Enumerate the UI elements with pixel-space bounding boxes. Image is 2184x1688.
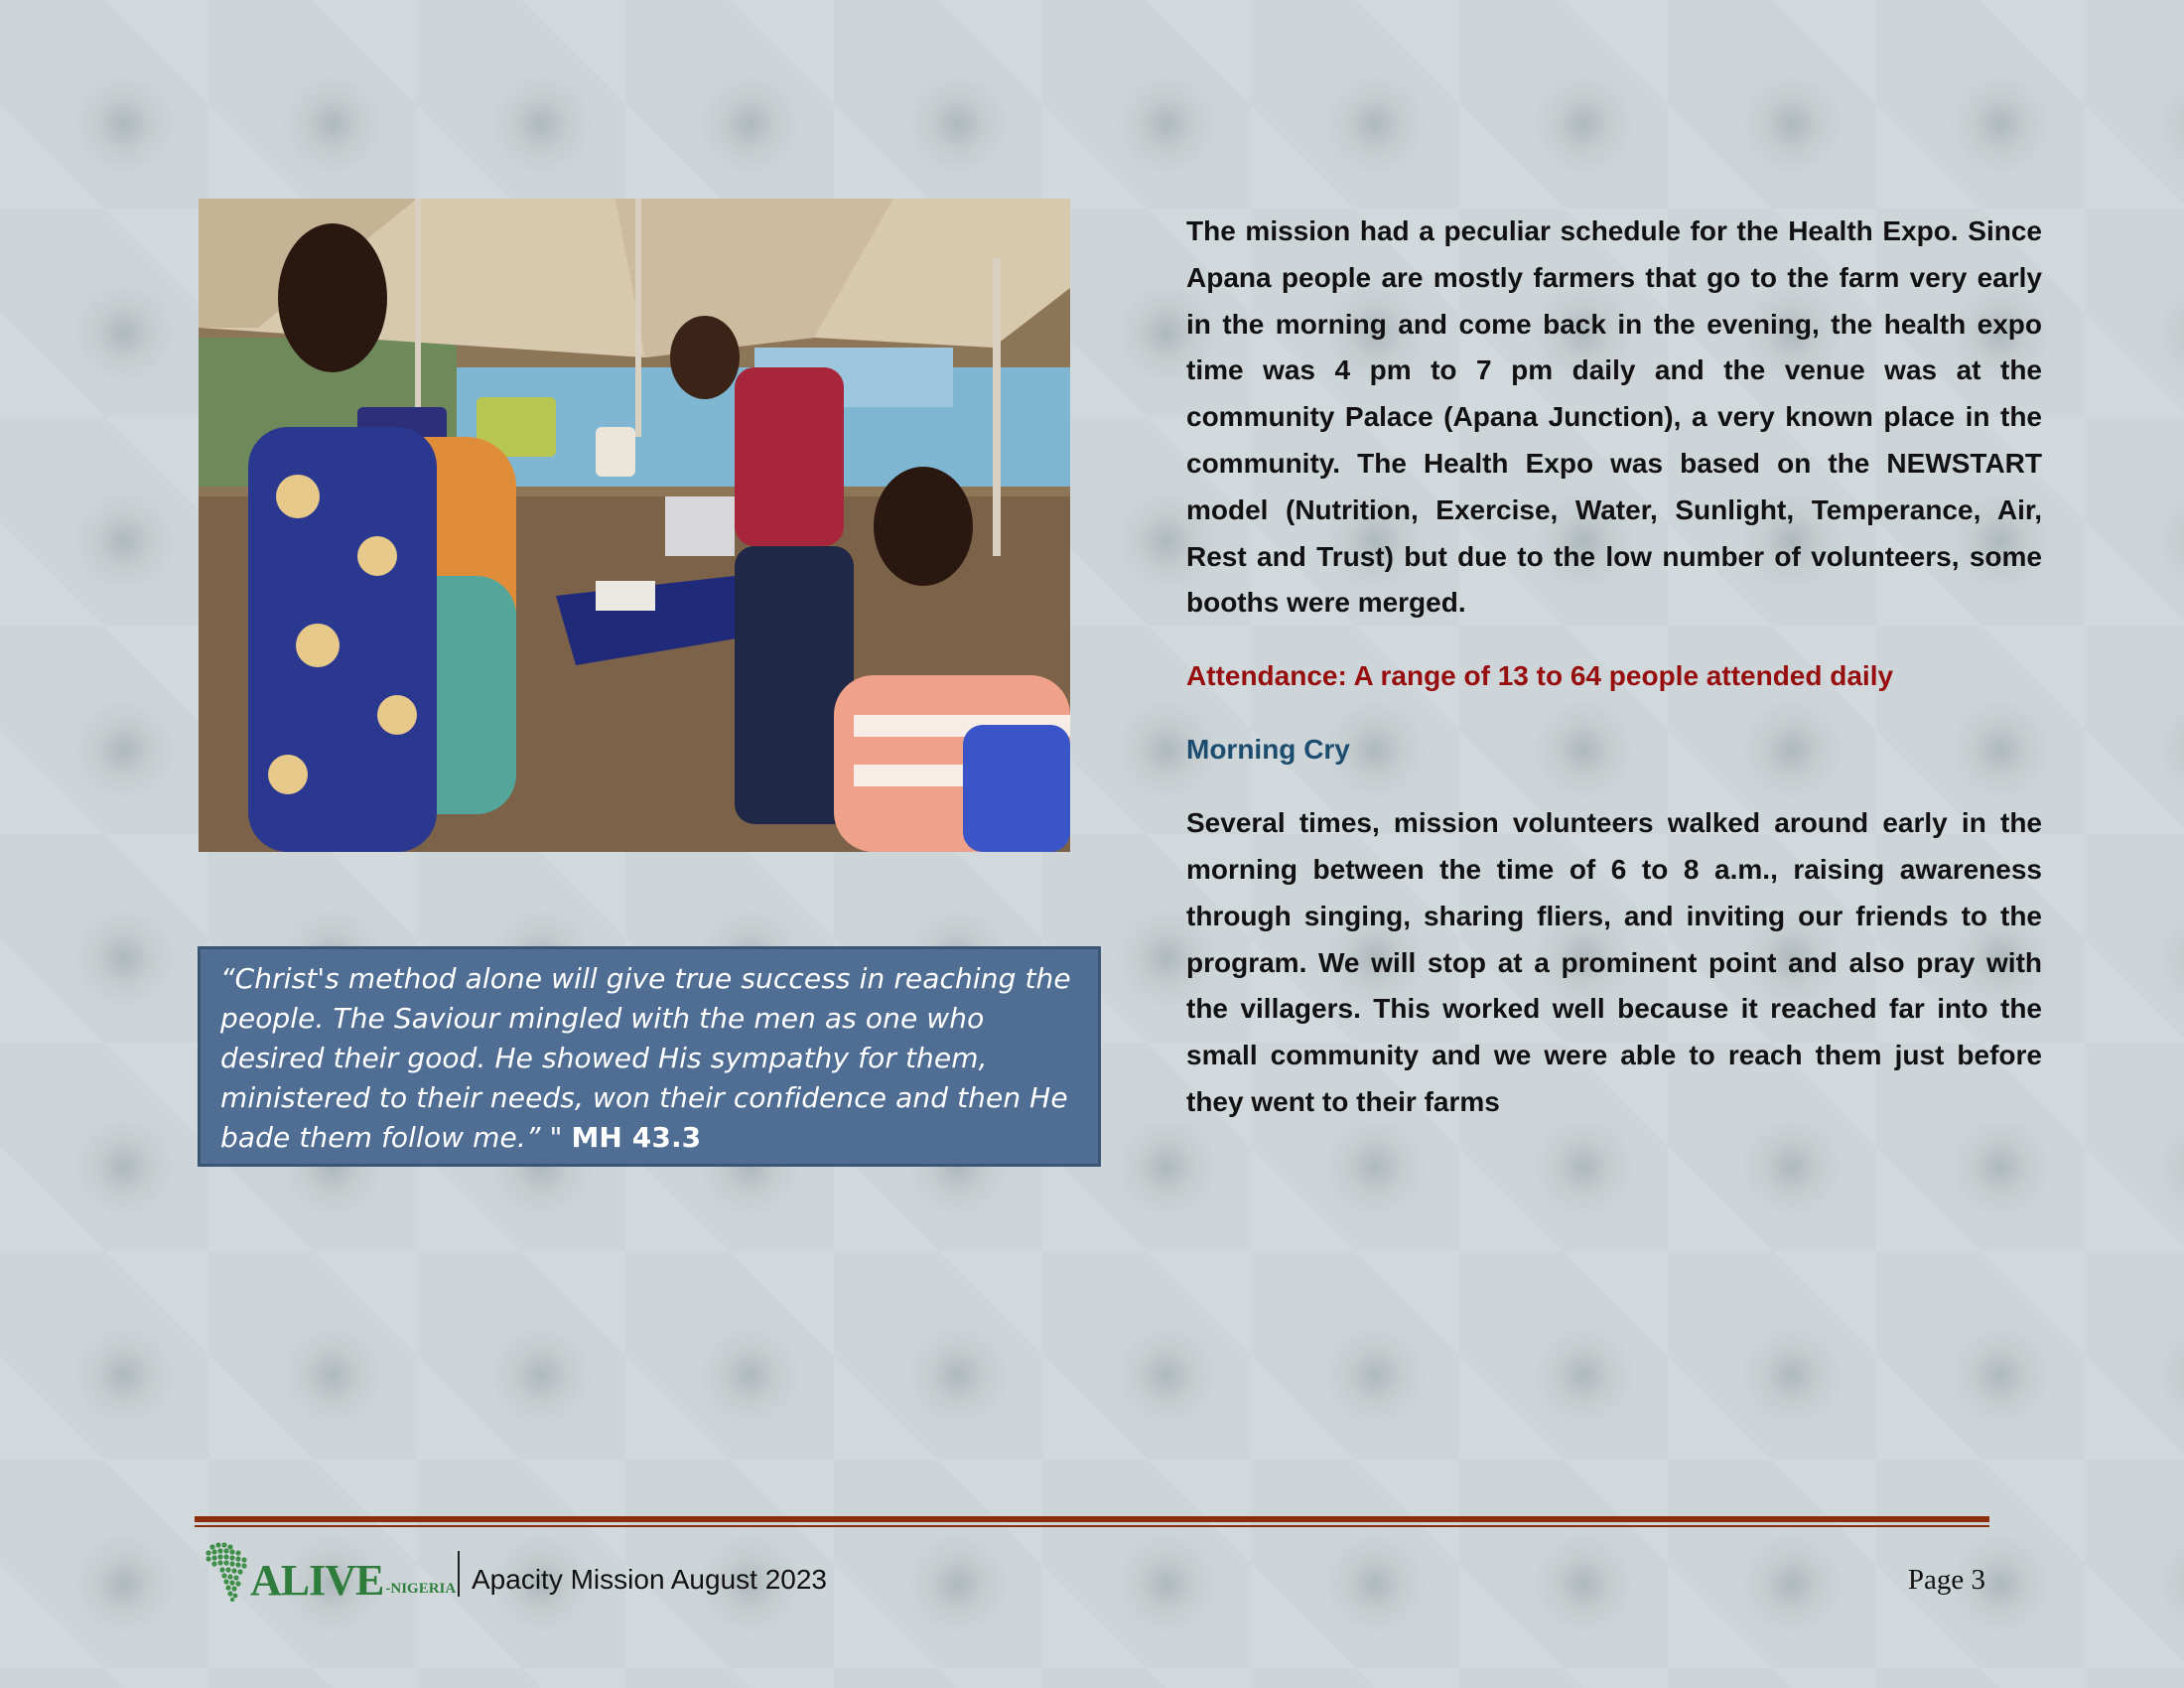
article-column [1186, 209, 2042, 1126]
attendance-line: Attendance: A range of 13 to 64 people attended daily [1186, 660, 1894, 692]
logo-subtext: -NIGERIA [385, 1581, 457, 1597]
alive-nigeria-logo [205, 1541, 456, 1603]
page-number: Page 3 [1907, 1564, 1985, 1596]
logo-wordmark: ALIVE [250, 1556, 384, 1605]
footer-rule [195, 1516, 1989, 1522]
quote-reference: MH 43.3 [571, 1121, 702, 1154]
footer-divider [458, 1551, 460, 1597]
quote-box [198, 946, 1101, 1167]
africa-map-icon [205, 1541, 248, 1603]
health-expo-photo [199, 199, 1070, 852]
quote-text: “Christ's method alone will give true success in reaching the people. The Saviour mingled with the men as one who desired their good. He showed His sympathy for them, ministered to their needs, won their confidence and then He bade them follow me.” " [220, 962, 1071, 1154]
morning-cry-paragraph: Several times, mission volunteers walked around early in the morning between the time of 6 to 8 a.m., raising awareness through singing, sharing fliers, and inviting our friends to the program. We will stop at a prominent point and also pray with the villagers. This worked well because it reached far into the small community and we were able to reach them just before they went to their farms [1186, 807, 2042, 1117]
health-expo-paragraph: The mission had a peculiar schedule for the Health Expo. Since Apana people are mostly farmers that go to the farm very early in the morning and come back in the evening, the health expo time was 4 pm to 7 pm daily and the venue was at the community Palace (Apana Junction), a very known place in the community. The Health Expo was based on the NEWSTART model (Nutrition, Exercise, Water, Sunlight, Temperance, Air, Rest and Trust) but due to the low number of volunteers, some booths were merged. [1186, 215, 2042, 619]
footer-title: Apacity Mission August 2023 [472, 1564, 827, 1595]
section-heading: Morning Cry [1186, 734, 1350, 766]
footer-rule-thin [195, 1525, 1989, 1527]
